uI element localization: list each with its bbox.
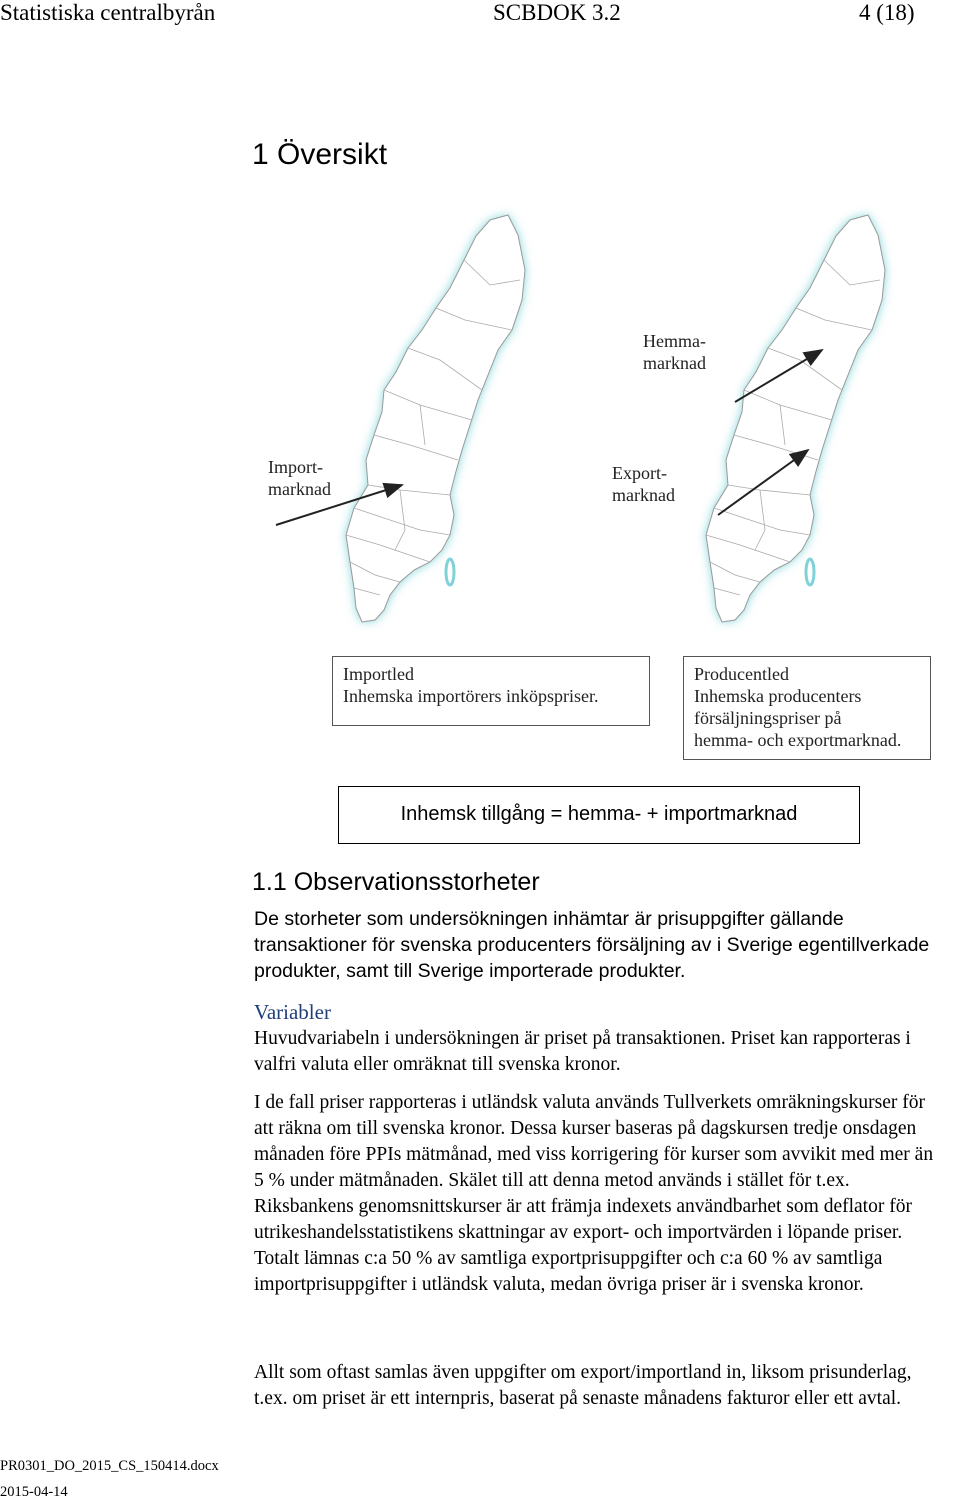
left-gotland xyxy=(446,559,454,585)
producentled-title: Producentled xyxy=(694,664,789,684)
importled-box xyxy=(332,656,650,726)
hemma-marknad-label: Hemma- marknad xyxy=(643,331,706,373)
producentled-line4: hemma- och exportmarknad. xyxy=(694,730,902,750)
export-marknad-label: Export- marknad xyxy=(612,463,675,505)
equation-box: Inhemsk tillgång = hemma- + importmarknad xyxy=(338,786,860,844)
subheading-variabler: Variabler xyxy=(254,1000,331,1024)
header-page-number: 4 (18) xyxy=(859,0,915,25)
header-org: Statistiska centralbyrån xyxy=(0,0,216,25)
paragraph-huvudvariabel: Huvudvariabeln i undersökningen är priset på transaktionen. Priset kan rapporteras i valfri valuta eller omräknat till svenska kronor. xyxy=(254,1028,911,1075)
paragraph-export-importland: Allt som oftast samlas även uppgifter om export/importland in, liksom prisunderlag, t.ex. om priset är ett internpris, baserat på senaste månadens fakturor eller ett avtal. xyxy=(254,1362,912,1409)
right-sweden-map xyxy=(706,215,885,622)
left-sweden-map xyxy=(276,215,525,622)
right-gotland xyxy=(806,559,814,585)
footer-filename: PR0301_DO_2015_CS_150414.docx xyxy=(0,1458,219,1474)
producentled-box xyxy=(683,656,931,760)
header-doc-code: SCBDOK 3.2 xyxy=(493,0,621,25)
importled-title: Importled xyxy=(343,664,414,684)
right-map-land xyxy=(706,215,885,622)
import-marknad-label: Import- marknad xyxy=(268,457,331,499)
section-heading-oversikt: 1 Översikt xyxy=(252,138,388,171)
paragraph-observationsstorheter: De storheter som undersökningen inhämtar är prisuppgifter gällande transaktioner för svenska producenters försäljning av i Sverige egentillverkade produkter, samt till Sverige importerade produkter. xyxy=(254,908,930,982)
footer-date: 2015-04-14 xyxy=(0,1484,68,1500)
producentled-line3: försäljningspriser på xyxy=(694,708,842,728)
left-map-land xyxy=(346,215,525,622)
sweden-market-figure xyxy=(250,190,960,770)
section-heading-observationsstorheter: 1.1 Observationsstorheter xyxy=(252,868,540,896)
producentled-line2: Inhemska producenters xyxy=(694,686,862,706)
importled-description: Inhemska importörers inköpspriser. xyxy=(343,686,599,706)
paragraph-valuta: I de fall priser rapporteras i utländsk valuta används Tullverkets omräkningskurser för att räkna om till svenska kronor. Dessa kurser baseras på dagskursen tredje onsdagen månaden före PPIs mätmånad, med viss korrigering för kurser som avvikit med mer än 5 % under mätmånaden. Skälet till att denna metod används i stället för t.ex. Riksbankens genomsnittskurser är att främja indexets användbarhet som deflator för utrikeshandelsstatistikens skattningar av export- och importvärden i löpande priser. Totalt lämnas c:a 50 % av samtliga exportprisuppgifter och c:a 60 % av samtliga importprisuppgifter i utländsk valuta, medan övriga priser är i svenska kronor. xyxy=(254,1092,934,1295)
